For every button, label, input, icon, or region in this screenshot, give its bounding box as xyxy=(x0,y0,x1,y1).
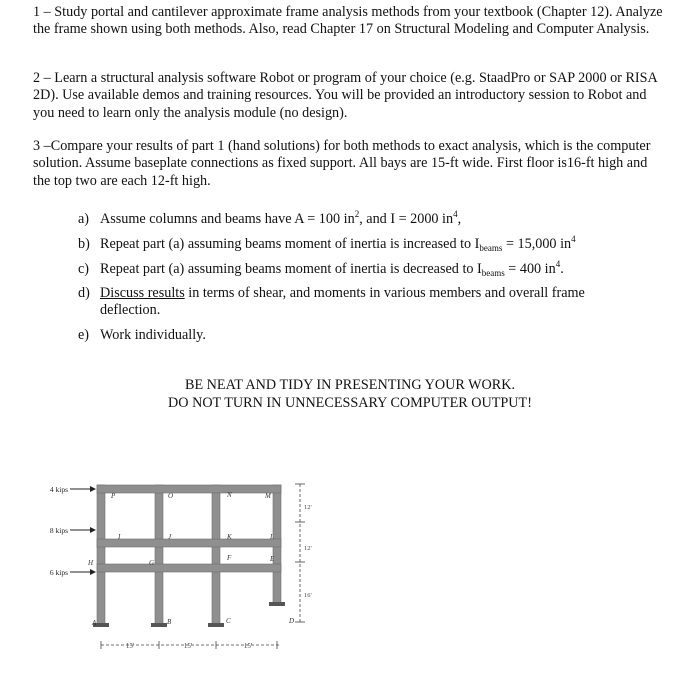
load-arrow-head xyxy=(90,486,96,492)
item-label: a) xyxy=(78,211,90,227)
item-label: b) xyxy=(78,236,90,252)
paragraph-2: 2 – Learn a structural analysis software Robot or program of your choice (e.g. StaadPro or SAP 2000 or RISA 2D). Use available demos and training resources. You will be provided an introductory session to Robot and you need to learn only the analysis module (no design). xyxy=(33,70,657,121)
node-label-n: N xyxy=(227,491,232,499)
column-a-p xyxy=(97,485,105,624)
column-c-n xyxy=(212,485,220,624)
node-label-h: H xyxy=(88,559,94,567)
second-floor-beam xyxy=(97,539,281,547)
item-text: Work individually. xyxy=(100,327,206,343)
node-label-d: D xyxy=(289,617,295,625)
item-text: Repeat part (a) assuming beams moment of inertia is increased to $I_{beams} = 15,000$ $in^4$ xyxy=(100,234,576,253)
roof-beam xyxy=(97,485,281,493)
support-d xyxy=(269,602,285,606)
width-label: 15' xyxy=(125,642,135,650)
node-label-j: J xyxy=(168,533,172,541)
height-label: 12' xyxy=(304,545,312,552)
load-4-kips xyxy=(50,485,96,494)
notice-line-1: BE NEAT AND TIDY IN PRESENTING YOUR WORK. xyxy=(185,377,515,393)
frame-members xyxy=(93,485,285,627)
node-label-i: I xyxy=(118,533,121,541)
frame-labels xyxy=(50,485,294,627)
load-label: 6 kips xyxy=(49,568,68,577)
node-label-g: G xyxy=(149,559,155,567)
node-label-l: L xyxy=(270,533,274,541)
paragraph-3: 3 –Compare your results of part 1 (hand solutions) for both methods to exact analysis, which is the computer solution. Assume baseplate connections as fixed support. All bays are 15-ft wide. First floor is16-ft high and the top two are each 12-ft high. xyxy=(33,138,651,189)
first-floor-beam xyxy=(97,564,281,572)
node-label-p: P xyxy=(111,492,116,500)
node-label-k: K xyxy=(227,533,232,541)
discuss-results-link: Discuss results xyxy=(100,285,185,301)
item-label: d) xyxy=(78,285,90,301)
item-text: Discuss results in terms of shear, and moments in various members and overall frame deflection. xyxy=(100,285,585,319)
load-arrow-head xyxy=(90,527,96,533)
node-label-m: M xyxy=(265,492,271,500)
column-b-o xyxy=(155,485,163,624)
height-label: 16' xyxy=(304,592,312,599)
width-label: 15' xyxy=(183,642,193,650)
support-c xyxy=(208,623,224,627)
support-b xyxy=(151,623,167,627)
node-label-c: C xyxy=(226,617,231,625)
paragraph-1: 1 – Study portal and cantilever approximate frame analysis methods from your textbook (Chapter 12). Analyze the frame shown using both methods. Also, read Chapter 17 on Structural Modeling and Computer Analysis. xyxy=(33,4,663,38)
node-label-f: F xyxy=(227,554,232,562)
item-text: Assume columns and beams have A = 100 $in^2$, and I = 2000 $in^4$, xyxy=(100,209,462,227)
node-label-e: E xyxy=(270,555,275,563)
item-label: e) xyxy=(78,327,90,343)
node-label-o: O xyxy=(168,492,174,500)
item-text: Repeat part (a) assuming beams moment of inertia is decreased to $I_{beams} = 400$ $in^4$. xyxy=(100,259,564,278)
load-6-kips xyxy=(50,568,96,577)
height-label: 12' xyxy=(304,504,312,511)
item-label: c) xyxy=(78,261,90,277)
node-label-a: A xyxy=(92,619,97,627)
notice-line-2: DO NOT TURN IN UNNECESSARY COMPUTER OUTPUT! xyxy=(168,395,532,411)
load-label: 4 kips xyxy=(49,485,68,494)
load-arrow-head xyxy=(90,569,96,575)
load-8-kips xyxy=(50,526,96,535)
node-label-b: B xyxy=(167,618,172,626)
load-label: 8 kips xyxy=(49,526,68,535)
width-label: 15' xyxy=(243,642,253,650)
